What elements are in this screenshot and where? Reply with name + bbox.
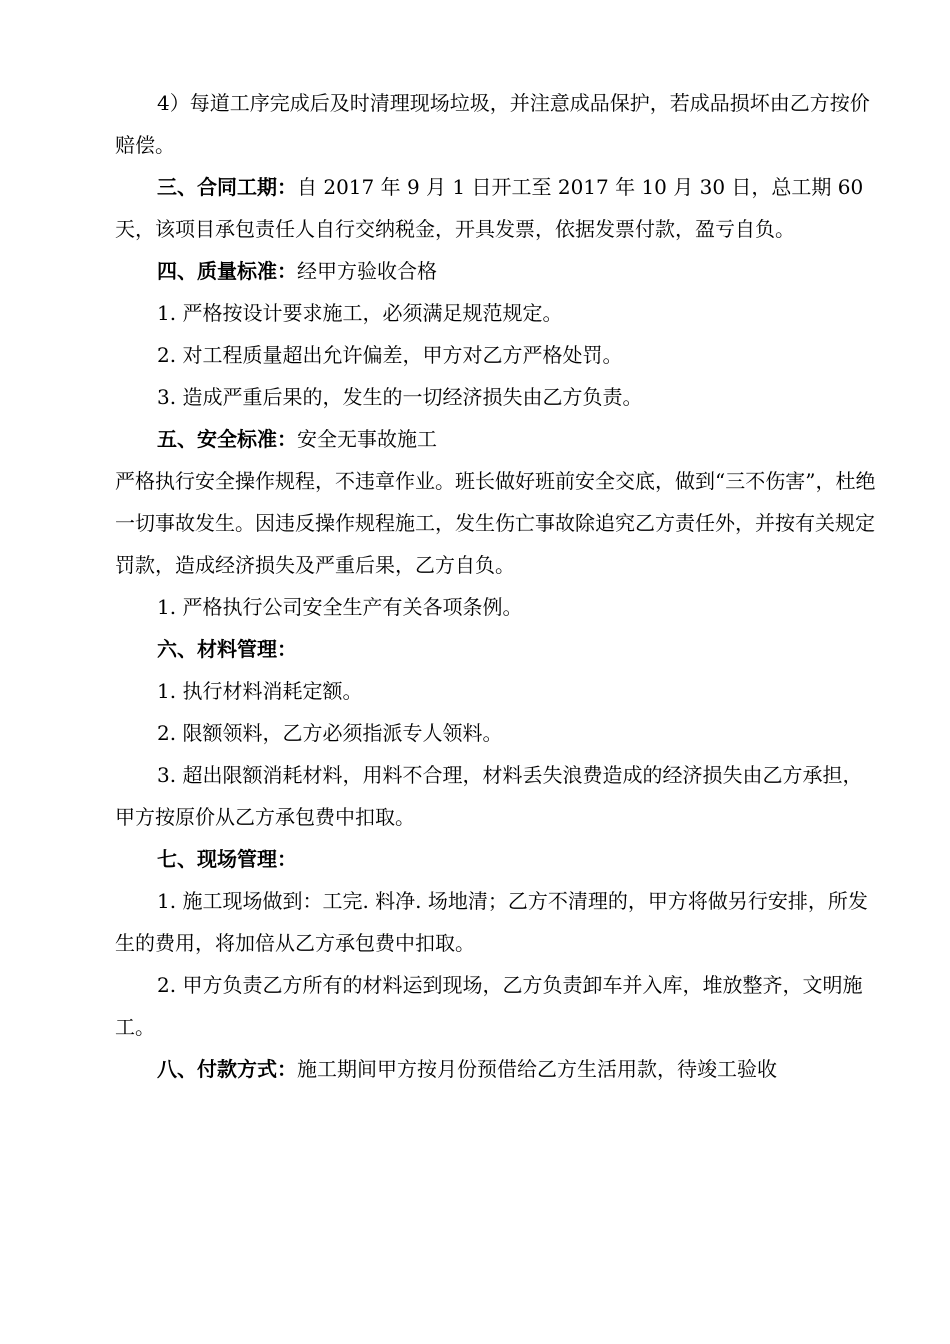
section-5-item-1: 1. 严格执行公司安全生产有关各项条例。 (157, 595, 523, 619)
section-5-heading: 五、安全标准： (157, 427, 297, 451)
document-body (115, 82, 881, 1090)
section-5-text: 安全无事故施工 (297, 427, 437, 451)
paragraph-item-4: 4）每道工序完成后及时清理现场垃圾，并注意成品保护，若成品损坏由乙方按价赔偿。 (115, 91, 870, 157)
section-3-heading: 三、合同工期： (157, 175, 297, 199)
section-8-payment-method (115, 1048, 881, 1090)
section-7-item-2: 2. 甲方负责乙方所有的材料运到现场，乙方负责卸车并入库，堆放整齐，文明施工。 (115, 973, 863, 1039)
section-7-heading: 七、现场管理： (157, 847, 297, 871)
section-4-item-2: 2. 对工程质量超出允许偏差，甲方对乙方严格处罚。 (157, 343, 623, 367)
section-4-quality-standard (115, 250, 881, 292)
section-6-item-1: 1. 执行材料消耗定额。 (157, 679, 363, 703)
section-5-paragraph: 严格执行安全操作规程，不违章作业。班长做好班前安全交底，做到“三不伤害”，杜绝一切事故发生。因违反操作规程施工，发生伤亡事故除追究乙方责任外，并按有关规定罚款，造成经济损失及严重后果，乙方自负。 (115, 469, 876, 577)
section-5-safety-standard (115, 418, 881, 460)
section-6-heading: 六、材料管理： (157, 637, 297, 661)
section-4-text: 经甲方验收合格 (297, 259, 437, 283)
section-7-item-1: 1. 施工现场做到：工完. 料净. 场地清；乙方不清理的，甲方将做另行安排，所发生的费用，将加倍从乙方承包费中扣取。 (115, 889, 868, 955)
section-6-item-3: 3. 超出限额消耗材料，用料不合理，材料丢失浪费造成的经济损失由乙方承担，甲方按原价从乙方承包费中扣取。 (115, 763, 863, 829)
section-8-heading: 八、付款方式： (157, 1057, 297, 1081)
section-8-text: 施工期间甲方按月份预借给乙方生活用款，待竣工验收 (297, 1057, 777, 1081)
section-4-item-3: 3. 造成严重后果的，发生的一切经济损失由乙方负责。 (157, 385, 643, 409)
section-4-item-1: 1. 严格按设计要求施工，必须满足规范规定。 (157, 301, 563, 325)
section-4-heading: 四、质量标准： (157, 259, 297, 283)
section-3-text: 自 2017 年 9 月 1 日开工至 2017 年 10 月 30 日，总工期 60 天，该项目承包责任人自行交纳税金，开具发票，依据发票付款，盈亏自负。 (115, 175, 870, 241)
section-3-contract-period (115, 166, 881, 250)
section-6-item-2: 2. 限额领料，乙方必须指派专人领料。 (157, 721, 503, 745)
